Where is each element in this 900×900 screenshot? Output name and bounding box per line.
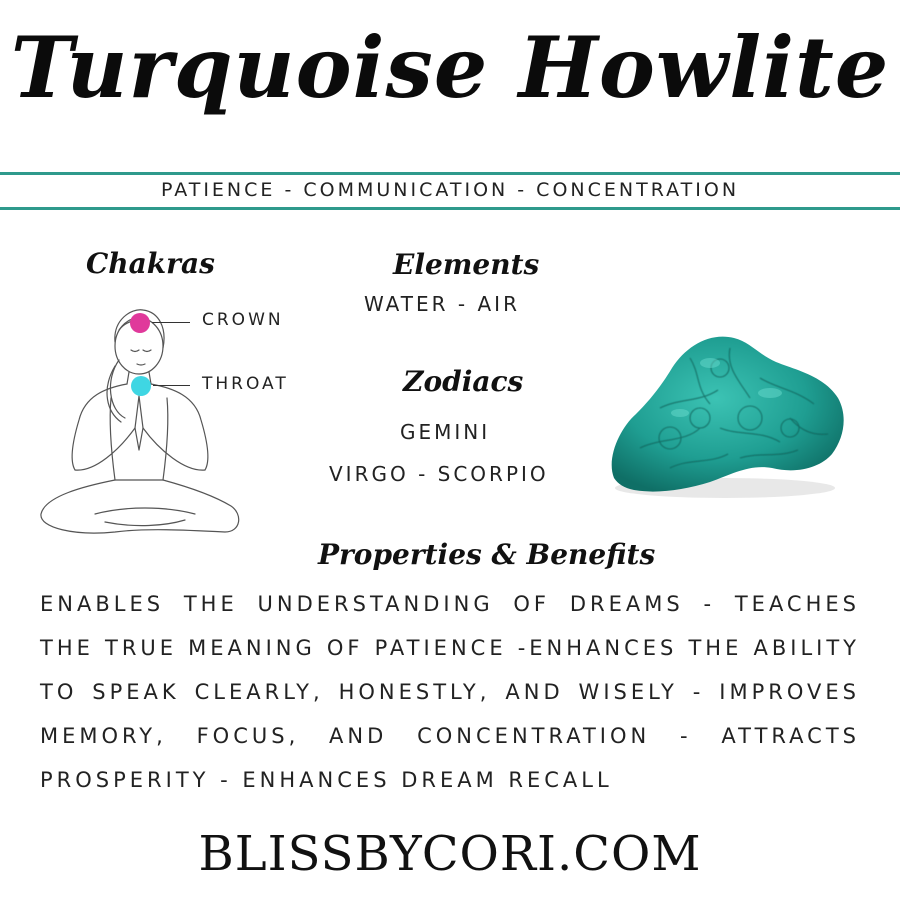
tagline: PATIENCE - COMMUNICATION - CONCENTRATION — [160, 179, 740, 201]
properties-heading: Properties & Benefits — [318, 538, 656, 571]
crown-leader-line — [152, 322, 190, 323]
turquoise-howlite-stone-image — [600, 318, 850, 503]
properties-text: ENABLES THE UNDERSTANDING OF DREAMS - TEACHES THE TRUE MEANING OF PATIENCE -ENHANCES THE ABILITY TO SPEAK CLEARLY, HONESTLY, AND WISELY - IMPROVES MEMORY, FOCUS, AND CONCENTRATION - ATTRACTS PROSPERITY - ENHANCES DREAM RECALL — [40, 592, 860, 792]
chakra-label-crown: CROWN — [202, 310, 284, 330]
zodiac-line-2: VIRGO - SCORPIO — [329, 462, 549, 486]
page-title: Turquoise Howlite — [10, 18, 890, 117]
divider-top — [0, 172, 900, 175]
elements-heading: Elements — [393, 248, 540, 281]
meditating-woman-illustration — [35, 300, 245, 550]
divider-bottom — [0, 207, 900, 210]
throat-chakra-dot — [131, 376, 151, 396]
chakra-label-throat: THROAT — [202, 374, 289, 394]
website-footer: BLISSBYCORI.COM — [198, 826, 702, 882]
chakras-heading: Chakras — [86, 247, 215, 280]
zodiac-line-1: GEMINI — [400, 420, 491, 444]
elements-value: WATER - AIR — [364, 292, 520, 316]
zodiacs-heading: Zodiacs — [403, 365, 524, 398]
throat-leader-line — [153, 385, 190, 386]
crown-chakra-dot — [130, 313, 150, 333]
